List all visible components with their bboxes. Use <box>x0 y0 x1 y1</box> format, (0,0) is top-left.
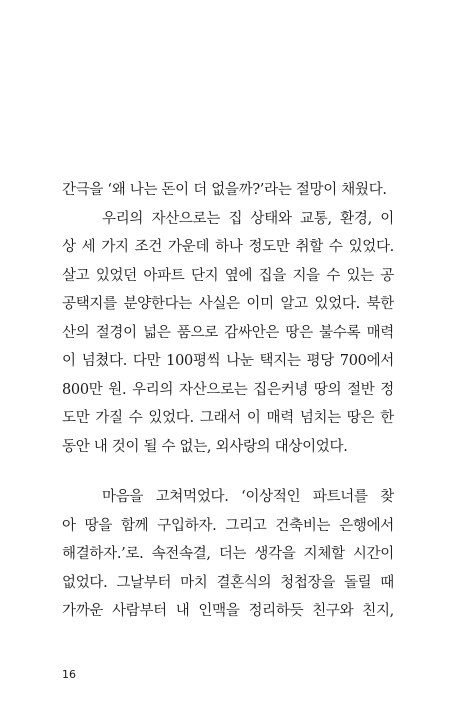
paragraph-1 <box>62 176 394 461</box>
text-line: 우리의 자산으로는 집 상태와 교통, 환경, 이 <box>102 210 394 227</box>
text-line: 가까운 사람부터 내 인맥을 정리하듯 친구와 친지, <box>62 603 394 619</box>
text-line: 산의 절경이 넓은 품으로 감싸안은 땅은 불수록 매력 <box>62 324 394 341</box>
text-line: 아 땅을 함께 구입하자. 그리고 건축비는 은행에서 <box>62 517 394 534</box>
text-line: 800만 원. 우리의 자산으로는 집은커녕 땅의 절반 정 <box>62 381 394 398</box>
text-line: 해결하자.’로. 속전속결, 더는 생각을 지체할 시간이 <box>62 546 394 562</box>
text-line: 없었다. 그날부터 마치 결혼식의 청첩장을 돌릴 때 <box>62 574 394 591</box>
text-line: 동안 내 것이 될 수 없는, 외사랑의 대상이었다. <box>62 438 348 455</box>
text-line: 마음을 고쳐먹었다. ‘이상적인 파트너를 찾 <box>102 489 394 505</box>
page-number: 16 <box>62 668 76 681</box>
text-line: 상 세 가지 조건 가운데 하나 정도만 취할 수 있었다. <box>62 239 394 255</box>
text-line: 살고 있었던 아파트 단지 옆에 집을 지을 수 있는 공 <box>62 267 394 284</box>
text-line: 도만 가질 수 있었다. 그래서 이 매력 넘치는 땅은 한 <box>62 410 394 426</box>
paragraph-2 <box>62 483 394 626</box>
text-line: 이 넘쳤다. 다만 100평씩 나눈 택지는 평당 700에서 <box>62 353 394 369</box>
text-line: 공택지를 분양한다는 사실은 이미 알고 있었다. 북한 <box>62 296 394 312</box>
text-line: 간극을 ‘왜 나는 돈이 더 없을까?’라는 절망이 채웠다. <box>62 182 387 198</box>
